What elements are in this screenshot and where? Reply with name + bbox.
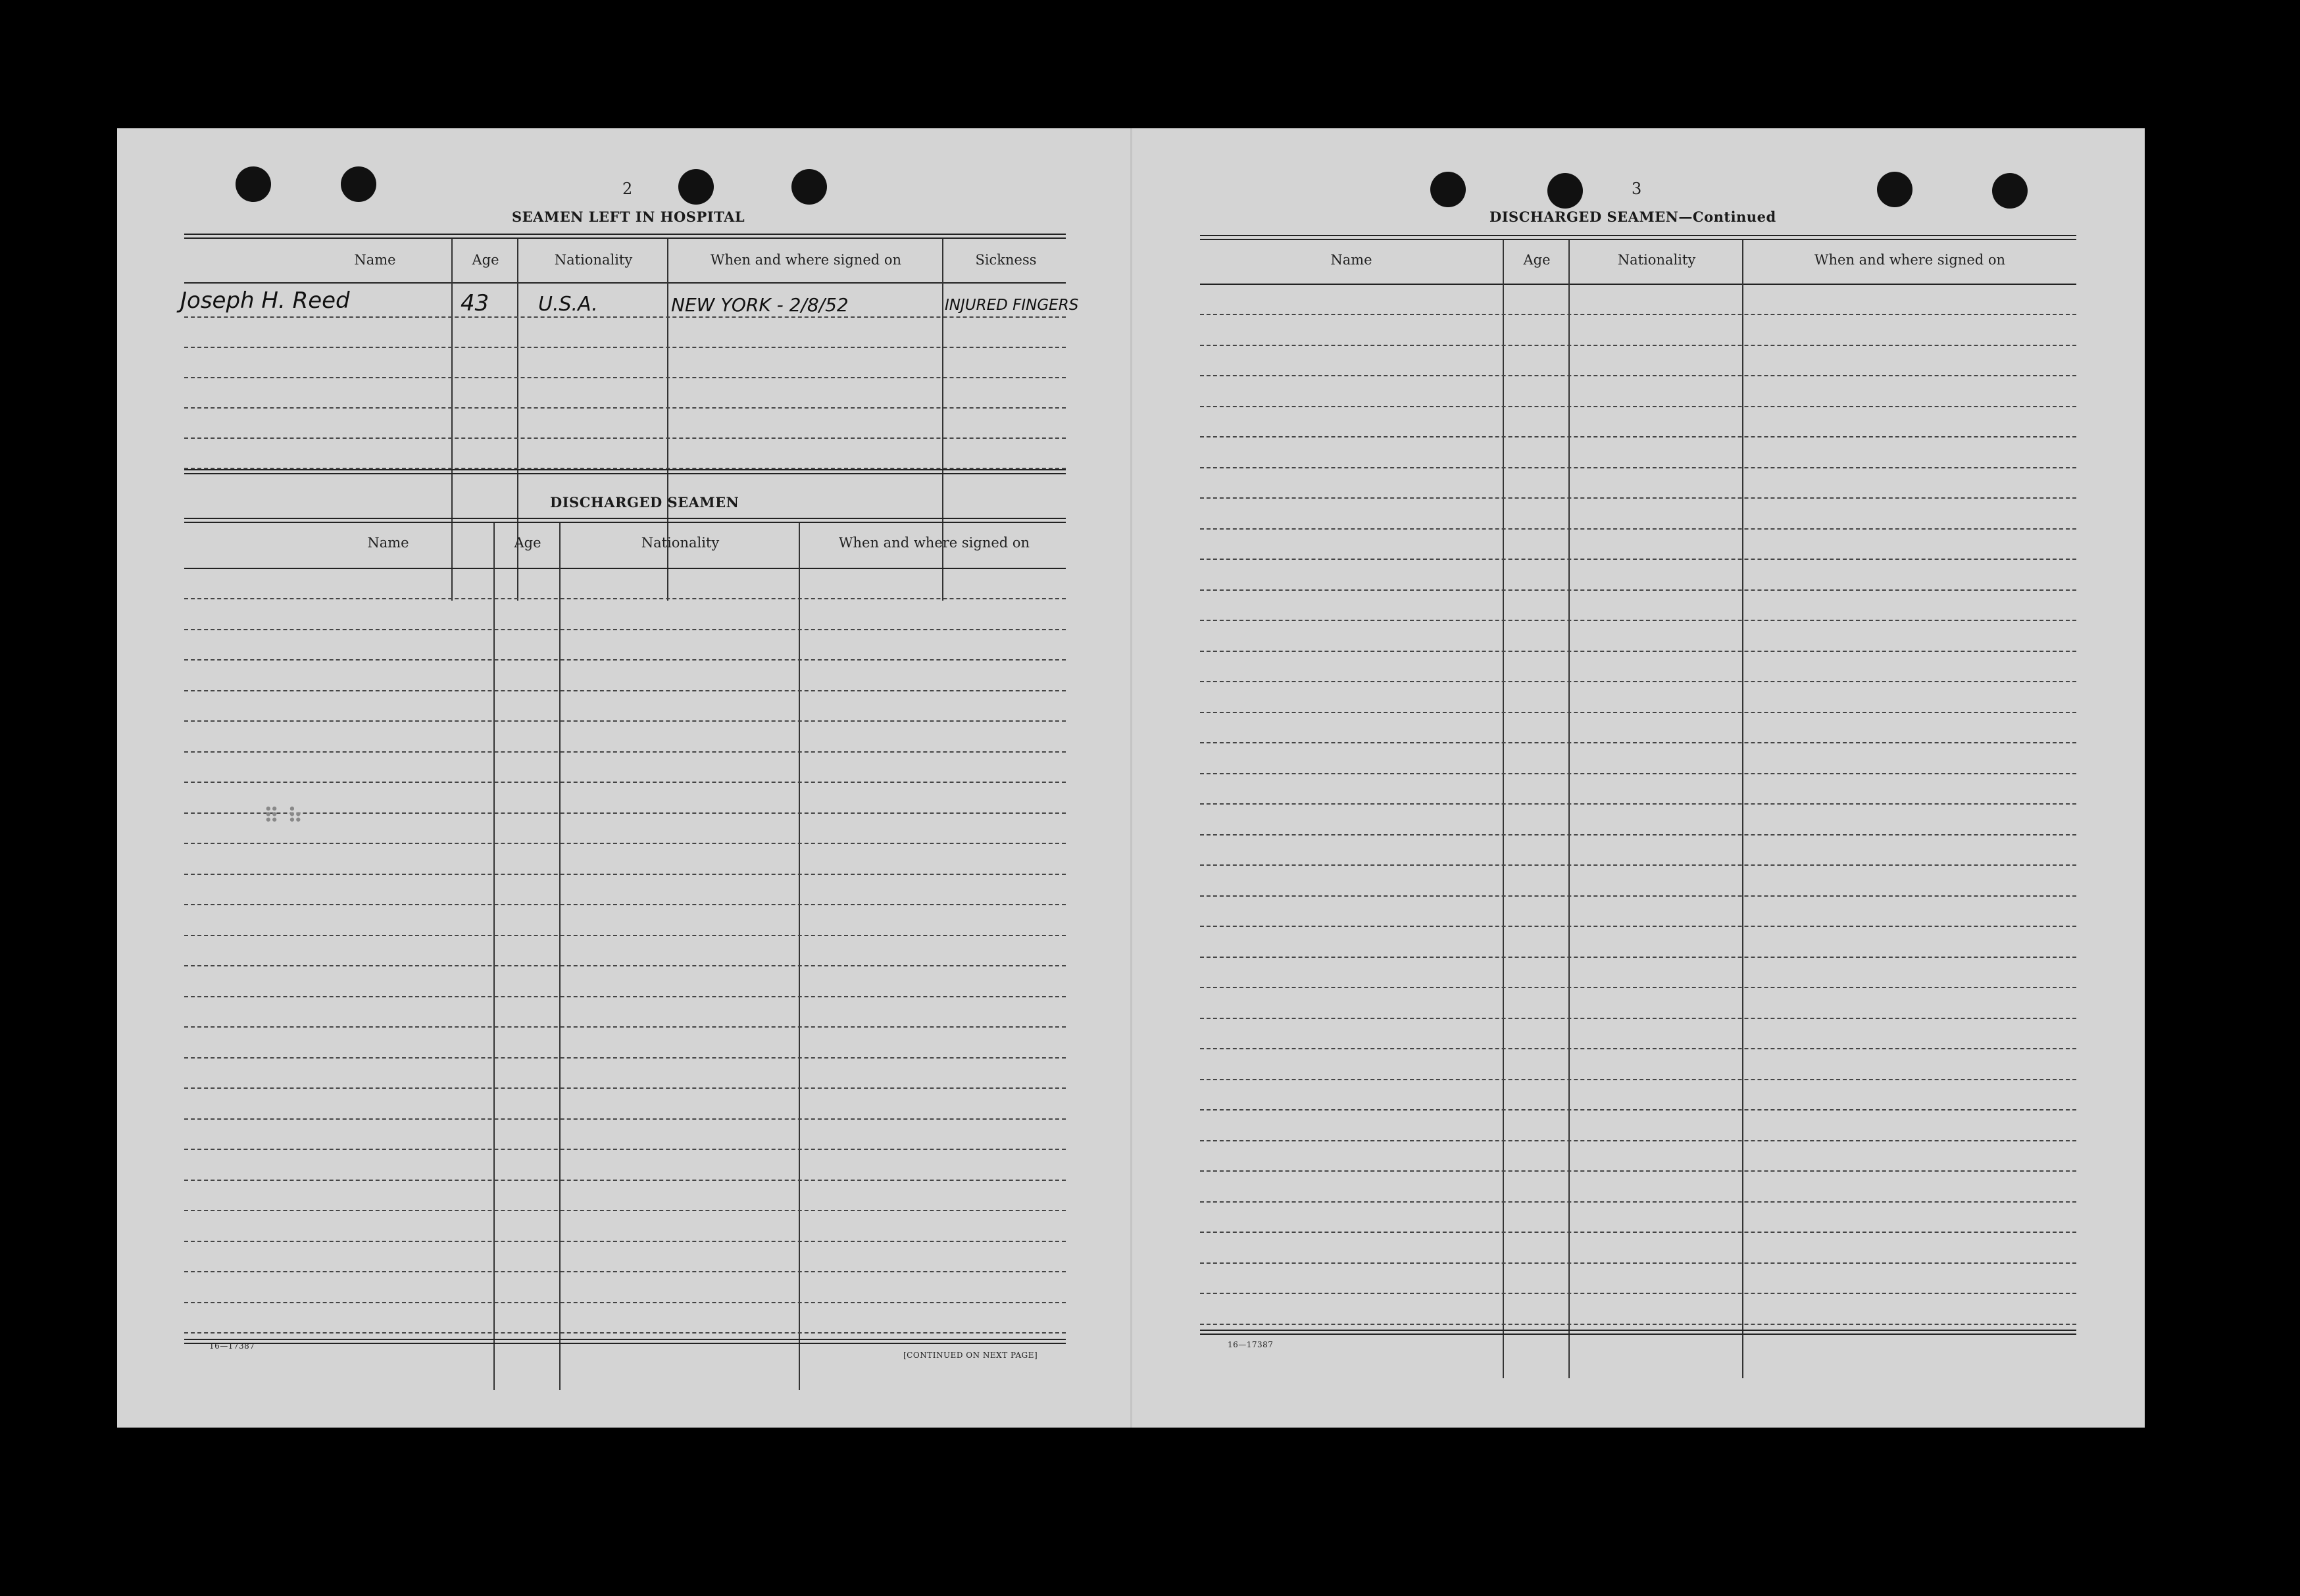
page-number-left: 2 — [622, 180, 633, 198]
discharged-row-line — [184, 1149, 1066, 1150]
discharged-table-bottom-rule — [184, 1339, 1066, 1340]
discharged-continued-bottom-rule — [1200, 1330, 2076, 1331]
discharged-table-top-rule — [184, 518, 1066, 519]
discharged-header-rule — [184, 568, 1066, 569]
hospital-row-line — [184, 347, 1066, 348]
discharged-continued-row-line — [1200, 1048, 2076, 1049]
punch-hole — [678, 169, 714, 205]
discharged-continued-col-name: Name — [1330, 252, 1372, 268]
discharged-row-line — [184, 843, 1066, 844]
discharged-continued-row-line — [1200, 1140, 2076, 1141]
punch-hole — [791, 169, 827, 205]
hospital-row-line — [184, 437, 1066, 439]
punch-hole — [1430, 172, 1466, 207]
punch-hole — [236, 166, 271, 202]
discharged-col-nationality: Nationality — [641, 535, 720, 551]
discharged-row-line — [184, 720, 1066, 722]
discharged-col-divider — [799, 523, 800, 1390]
hospital-entry-nationality: U.S.A. — [538, 293, 598, 316]
discharged-row-line — [184, 904, 1066, 905]
discharged-col-age: Age — [514, 535, 541, 551]
hospital-table-bottom-rule — [184, 469, 1066, 470]
page-number-right: 3 — [1632, 180, 1642, 198]
discharged-row-line — [184, 874, 1066, 875]
hospital-entry-sickness: INJURED FINGERS — [945, 297, 1079, 314]
discharged-continued-row-line — [1200, 436, 2076, 437]
discharged-continued-row-line — [1200, 1201, 2076, 1203]
discharged-row-line — [184, 1087, 1066, 1089]
discharged-row-line — [184, 1180, 1066, 1181]
discharged-continued-row-line — [1200, 1324, 2076, 1325]
discharged-col-divider — [559, 523, 561, 1390]
hospital-row-line — [184, 407, 1066, 409]
discharged-continued-row-line — [1200, 1109, 2076, 1110]
discharged-row-line — [184, 1210, 1066, 1211]
hospital-row-line — [184, 316, 1066, 318]
form-number-left: 16—17387 — [209, 1341, 255, 1351]
hospital-col-age: Age — [472, 252, 499, 268]
discharged-row-line — [184, 782, 1066, 783]
form-number-right: 16—17387 — [1228, 1340, 1274, 1349]
discharged-row-line — [184, 1057, 1066, 1059]
document-sheet — [117, 128, 2145, 1428]
discharged-continued-row-line — [1200, 497, 2076, 499]
punch-hole — [1547, 173, 1583, 209]
discharged-continued-row-line — [1200, 375, 2076, 376]
discharged-row-line — [184, 1302, 1066, 1303]
discharged-row-line — [184, 965, 1066, 966]
discharged-continued-row-line — [1200, 559, 2076, 560]
discharged-continued-row-line — [1200, 1262, 2076, 1264]
discharged-continued-top-rule — [1200, 239, 2076, 240]
discharged-continued-row-line — [1200, 926, 2076, 927]
discharged-continued-row-line — [1200, 834, 2076, 835]
discharged-continued-row-line — [1200, 651, 2076, 652]
hospital-table-bottom-rule — [184, 473, 1066, 474]
discharged-continued-col-nationality: Nationality — [1617, 252, 1696, 268]
discharged-continued-row-line — [1200, 467, 2076, 468]
discharged-continued-top-rule — [1200, 235, 2076, 236]
discharged-continued-bottom-rule — [1200, 1334, 2076, 1335]
discharged-continued-row-line — [1200, 773, 2076, 774]
hospital-table-title: SEAMEN LEFT IN HOSPITAL — [512, 209, 745, 225]
discharged-continued-row-line — [1200, 987, 2076, 988]
discharged-continued-row-line — [1200, 742, 2076, 743]
discharged-continued-row-line — [1200, 1018, 2076, 1019]
discharged-row-line — [184, 659, 1066, 661]
discharged-continued-row-line — [1200, 314, 2076, 315]
discharged-continued-row-line — [1200, 406, 2076, 407]
discharged-row-line — [184, 629, 1066, 630]
hospital-entry-name: Joseph H. Reed — [180, 287, 350, 314]
discharged-row-line — [184, 1026, 1066, 1028]
discharged-row-line — [184, 1118, 1066, 1120]
discharged-continued-header-rule — [1200, 284, 2076, 285]
discharged-table-top-rule — [184, 522, 1066, 523]
hospital-header-rule — [184, 282, 1066, 284]
discharged-row-line — [184, 690, 1066, 691]
hospital-col-nationality: Nationality — [554, 252, 633, 268]
discharged-continued-row-line — [1200, 1170, 2076, 1172]
discharged-table-title: DISCHARGED SEAMEN — [550, 494, 739, 511]
discharged-row-line — [184, 1332, 1066, 1334]
discharged-continued-row-line — [1200, 620, 2076, 621]
discharged-continued-row-line — [1200, 528, 2076, 530]
discharged-continued-row-line — [1200, 895, 2076, 897]
discharged-row-line — [184, 1241, 1066, 1242]
hospital-table-top-rule — [184, 237, 1066, 239]
continued-note: [CONTINUED ON NEXT PAGE] — [903, 1351, 1038, 1360]
hospital-entry-age: 43 — [461, 290, 489, 316]
discharged-continued-row-line — [1200, 681, 2076, 682]
discharged-col-divider — [493, 523, 495, 1390]
hospital-entry-signed-on: NEW YORK - 2/8/52 — [671, 294, 849, 316]
discharged-row-line — [184, 751, 1066, 753]
hospital-row-line — [184, 377, 1066, 378]
discharged-continued-row-line — [1200, 957, 2076, 958]
punch-hole — [1992, 173, 2028, 209]
discharged-continued-title: DISCHARGED SEAMEN—Continued — [1489, 209, 1776, 225]
discharged-continued-col-age: Age — [1523, 252, 1551, 268]
discharged-col-signed-on: When and where signed on — [838, 535, 1030, 551]
discharged-continued-col-divider — [1503, 240, 1504, 1378]
discharged-continued-row-line — [1200, 1079, 2076, 1080]
discharged-continued-row-line — [1200, 1293, 2076, 1294]
punch-hole — [341, 166, 376, 202]
discharged-table-bottom-rule — [184, 1343, 1066, 1344]
discharged-continued-row-line — [1200, 712, 2076, 713]
page-fold — [1130, 128, 1132, 1428]
discharged-row-line — [184, 1271, 1066, 1272]
discharged-continued-row-line — [1200, 803, 2076, 805]
hospital-table-top-rule — [184, 234, 1066, 235]
discharged-row-line — [184, 935, 1066, 936]
hospital-col-name: Name — [354, 252, 396, 268]
discharged-continued-row-line — [1200, 864, 2076, 866]
faint-stamp-mark: ⠿ ⠷ — [263, 803, 304, 828]
discharged-col-name: Name — [367, 535, 409, 551]
punch-hole — [1877, 172, 1913, 207]
discharged-continued-row-line — [1200, 1232, 2076, 1233]
discharged-continued-col-signed-on: When and where signed on — [1814, 252, 2006, 268]
discharged-row-line — [184, 598, 1066, 599]
discharged-row-line — [184, 996, 1066, 997]
hospital-col-sickness: Sickness — [975, 252, 1037, 268]
discharged-continued-row-line — [1200, 345, 2076, 346]
discharged-continued-col-divider — [1742, 240, 1743, 1378]
hospital-col-signed-on: When and where signed on — [710, 252, 902, 268]
discharged-continued-col-divider — [1568, 240, 1570, 1378]
discharged-row-line — [184, 812, 1066, 814]
discharged-continued-row-line — [1200, 589, 2076, 591]
